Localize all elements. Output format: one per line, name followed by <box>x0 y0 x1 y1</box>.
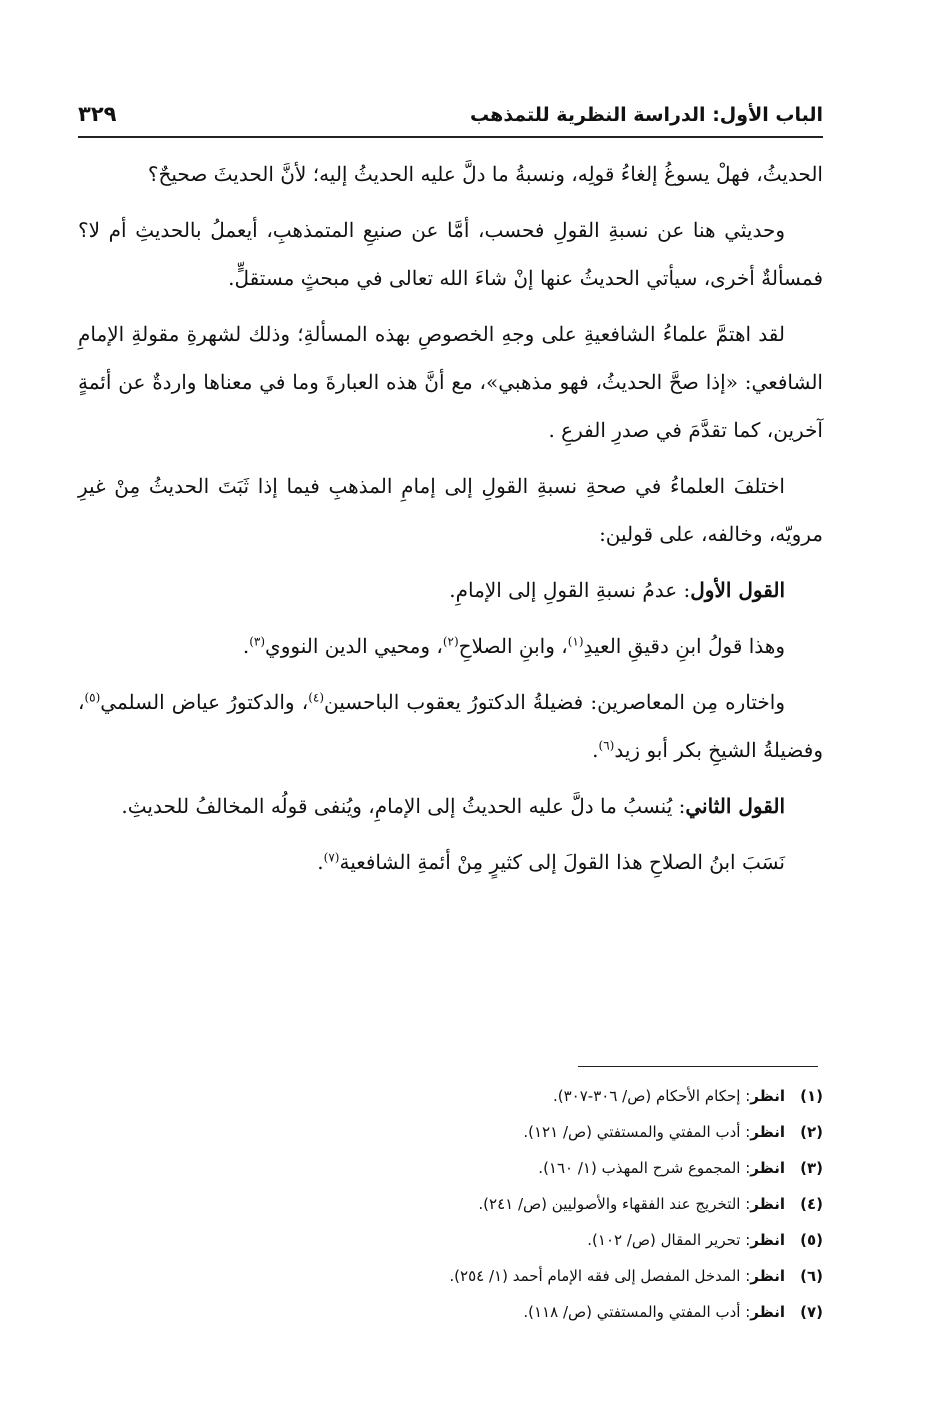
text-run: ، وفضيلةُ الشيخِ بكر أبو زيد <box>78 690 823 762</box>
footnote <box>78 1114 823 1150</box>
text-run: واختاره مِن المعاصرين: فضيلةُ الدكتورُ يعقوب الباحسين <box>324 690 785 714</box>
footnote-number: (٥) <box>800 1231 823 1249</box>
text-run: ، والدكتورُ عياض السلمي <box>100 690 309 714</box>
main-text <box>78 150 823 894</box>
footnote <box>78 1258 823 1294</box>
running-title: الباب الأول: الدراسة النظرية للتمذهب <box>470 104 823 126</box>
footnote-text: : تحرير المقال (ص/ ١٠٢). <box>587 1231 751 1249</box>
footnote-ref[interactable]: (٥) <box>84 690 101 705</box>
footnote <box>78 1222 823 1258</box>
paragraph: لقد اهتمَّ علماءُ الشافعيةِ على وجهِ الخصوصِ بهذه المسألةِ؛ وذلك لشهرةِ مقولةِ الإمامِ الشافعي: «إذا صحَّ الحديثُ، فهو مذهبي»، مع أنَّ هذه العبارةَ وما في معناها واردةٌ عن أئمةٍ آخرين، كما تقدَّمَ في صدرِ الفرعِ . <box>78 322 823 442</box>
text-run: . <box>242 634 250 658</box>
footnote-number: (٦) <box>800 1267 823 1285</box>
footnote-text: : إحكام الأحكام (ص/ ٣٠٦-٣٠٧). <box>553 1087 751 1105</box>
second-opinion-text: : يُنسبُ ما دلَّ عليه الحديثُ إلى الإمامِ، ويُنفى قولُه المخالفُ للحديثِ. <box>121 794 686 818</box>
footnote-number: (١) <box>800 1087 823 1105</box>
first-opinion-text: : عدمُ نسبةِ القولِ إلى الإمامِ. <box>449 578 691 602</box>
footnote <box>78 1150 823 1186</box>
footnote-number: (٧) <box>800 1303 823 1321</box>
footnote-separator <box>578 1066 818 1067</box>
footnote-text: : المدخل المفصل إلى فقه الإمام أحمد (١/ ٢٥٤). <box>449 1267 751 1285</box>
footnote <box>78 1294 823 1330</box>
page-number: ٣٢٩ <box>78 102 117 126</box>
second-opinion-label: القول الثاني <box>685 794 785 818</box>
footnote <box>78 1186 823 1222</box>
footnote-ref[interactable]: (٣) <box>249 634 266 649</box>
footnote-ref[interactable]: (٤) <box>308 690 325 705</box>
footnote-label: انظر <box>750 1159 785 1177</box>
paragraph: اختلفَ العلماءُ في صحةِ نسبةِ القولِ إلى إمامِ المذهبِ فيما إذا ثَبَتَ الحديثُ مِنْ غيرِ مرويّه، وخالفه، على قولين: <box>78 474 823 546</box>
footnote-text: : التخريج عند الفقهاء والأصوليين (ص/ ٢٤١). <box>478 1195 751 1213</box>
paragraph <box>78 782 823 830</box>
footnote-number: (٣) <box>800 1159 823 1177</box>
footnote-text: : المجموع شرح المهذب (١/ ١٦٠). <box>538 1159 751 1177</box>
footnote-number: (٢) <box>800 1123 823 1141</box>
text-run: وهذا قولُ ابنِ دقيقِ العيدِ <box>583 634 785 658</box>
first-opinion-label: القول الأول <box>690 578 785 602</box>
footnote-label: انظر <box>750 1267 785 1285</box>
paragraph <box>78 678 823 774</box>
text-run: . <box>317 850 324 874</box>
footnotes <box>78 1078 823 1330</box>
footnote-ref[interactable]: (١) <box>567 634 584 649</box>
footnote-label: انظر <box>750 1123 785 1141</box>
text-run: ، وابنِ الصلاحِ <box>458 634 568 658</box>
footnote-label: انظر <box>750 1231 785 1249</box>
paragraph: الحديثُ، فهلْ يسوغُ إلغاءُ قولِه، ونسبةُ ما دلَّ عليه الحديثُ إليه؛ لأنَّ الحديثَ صحيحٌ؟ <box>147 162 823 186</box>
paragraph <box>78 838 823 886</box>
footnote <box>78 1078 823 1114</box>
running-header <box>78 100 823 138</box>
paragraph <box>78 566 823 614</box>
footnote-text: : أدب المفتي والمستفتي (ص/ ١١٨). <box>523 1303 751 1321</box>
paragraph: وحديثي هنا عن نسبةِ القولِ فحسب، أمَّا عن صنيعِ المتمذهبِ، أيعملُ بالحديثِ أم لا؟ فمسألةٌ أخرى، سيأتي الحديثُ عنها إنْ شاءَ الله تعالى في مبحثٍ مستقلٍّ. <box>78 218 823 290</box>
text-run: ، ومحيي الدين النووي <box>265 634 443 658</box>
footnote-ref[interactable]: (٢) <box>442 634 459 649</box>
text-run: . <box>592 738 599 762</box>
footnote-number: (٤) <box>800 1195 823 1213</box>
paragraph <box>78 622 823 670</box>
footnote-label: انظر <box>750 1087 785 1105</box>
footnote-label: انظر <box>750 1195 785 1213</box>
text-run: نَسَبَ ابنُ الصلاحِ هذا القولَ إلى كثيرٍ مِنْ أئمةِ الشافعية <box>339 850 785 874</box>
footnote-ref[interactable]: (٧) <box>323 850 340 865</box>
footnote-label: انظر <box>750 1303 785 1321</box>
footnote-text: : أدب المفتي والمستفتي (ص/ ١٢١). <box>523 1123 751 1141</box>
footnote-ref[interactable]: (٦) <box>598 738 615 753</box>
